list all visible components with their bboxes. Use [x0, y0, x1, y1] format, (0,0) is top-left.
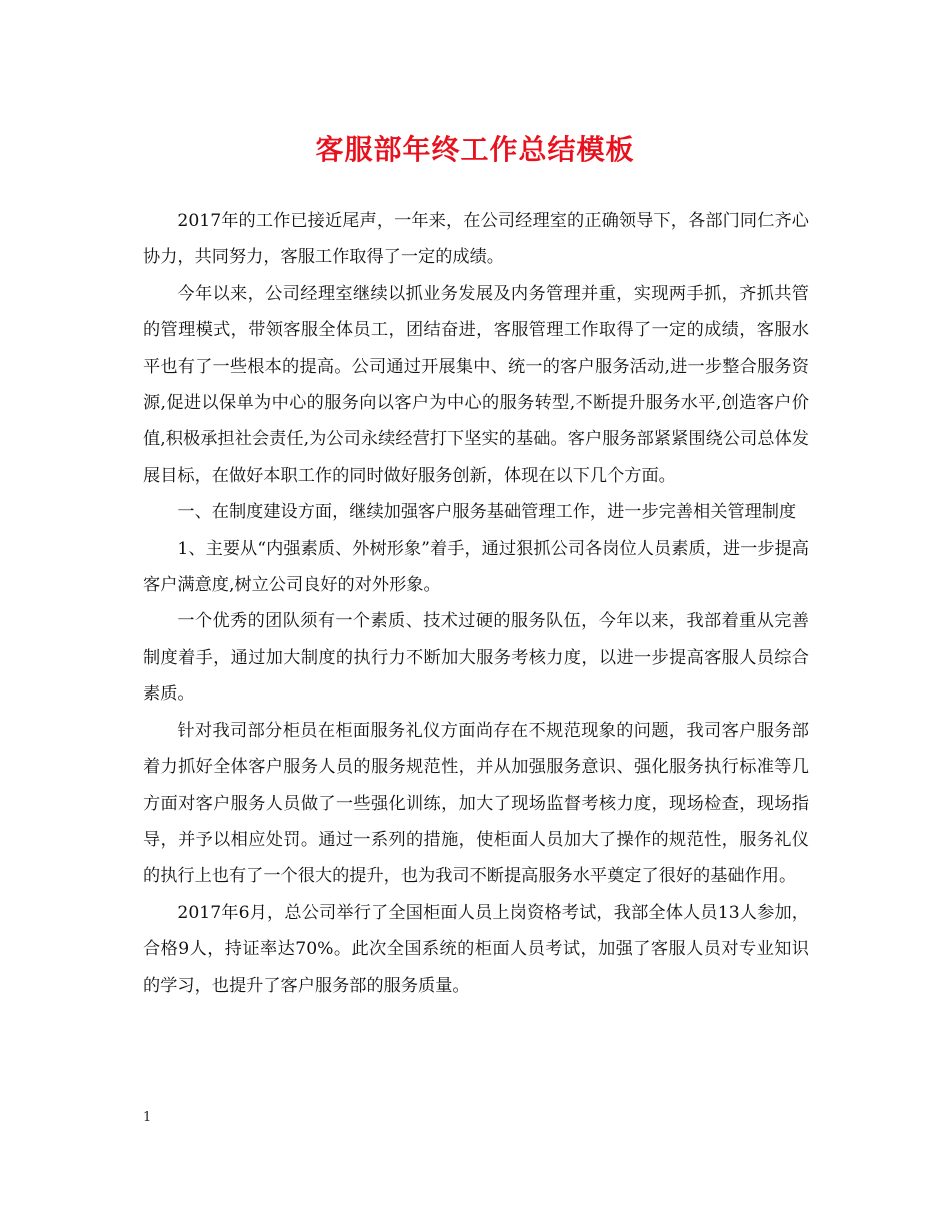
- paragraph-section-heading: 一、在制度建设方面，继续加强客户服务基础管理工作，进一步完善相关管理制度: [177, 502, 797, 523]
- document-title: 客服部年终工作总结模板: [315, 133, 635, 166]
- paragraph-overview: 今年以来，公司经理室继续以抓业务发展及内务管理并重，实现两手抓，齐抓共管的管理模式，带领客服全体员工，团结奋进，客服管理工作取得了一定的成绩，客服水平也有了一些根本的提高。公司通过开展集中、统一的客户服务活动,进一步整合服务资源,促进以保单为中心的服务向以客户为中心的服务转型,不断提升服务水平,创造客户价值,积极承担社会责任,为公司永续经营打下坚实的基础。客户服务部紧紧围绕公司总体发展目标，在做好本职工作的同时做好服务创新，体现在以下几个方面。: [143, 283, 809, 486]
- paragraph-etiquette: 针对我司部分柜员在柜面服务礼仪方面尚存在不规范现象的问题，我司客户服务部着力抓好全体客户服务人员的服务规范性，并从加强服务意识、强化服务执行标准等几方面对客户服务人员做了一些强化训练，加大了现场监督考核力度，现场检查，现场指导，并予以相应处罚。通过一系列的措施，使柜面人员加大了操作的规范性，服务礼仪的执行上也有了一个很大的提升，也为我司不断提高服务水平奠定了很好的基础作用。: [143, 720, 809, 887]
- paragraph-exam: 2017年6月，总公司举行了全国柜面人员上岗资格考试，我部全体人员13人参加，合格9人，持证率达70%。此次全国系统的柜面人员考试，加强了客服人员对专业知识的学习，也提升了客户服务部的服务质量。: [143, 902, 809, 996]
- document-body: [143, 203, 809, 1004]
- paragraph-intro: 2017年的工作已接近尾声，一年来，在公司经理室的正确领导下，各部门同仁齐心协力，共同努力，客服工作取得了一定的成绩。: [143, 211, 809, 268]
- page-number: 1: [143, 1110, 152, 1125]
- paragraph-item-1: 1、主要从“内强素质、外树形象”着手，通过狠抓公司各岗位人员素质，进一步提高客户满意度,树立公司良好的对外形象。: [143, 538, 809, 596]
- paragraph-team: 一个优秀的团队须有一个素质、技术过硬的服务队伍，今年以来，我部着重从完善制度着手，通过加大制度的执行力不断加大服务考核力度，以进一步提高客服人员综合素质。: [143, 611, 809, 705]
